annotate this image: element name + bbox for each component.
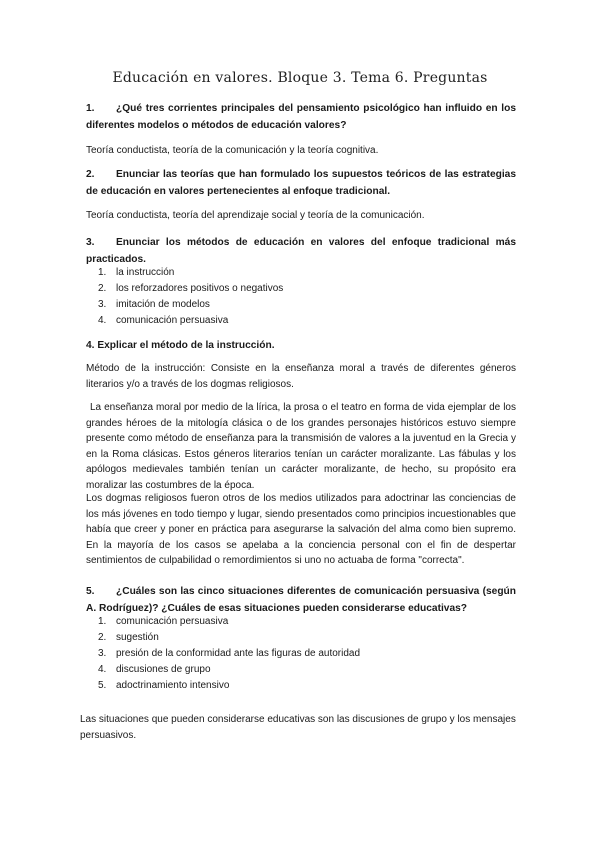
list-item: 3. imitación de modelos (98, 299, 210, 310)
question-5 (86, 583, 516, 617)
question-5-number: 5. (86, 586, 95, 597)
list-item: 2. los reforzadores positivos o negativos (98, 283, 284, 294)
question-3-number: 3. (86, 237, 95, 248)
paragraph-moral-teaching: La enseñanza moral por medio de la lírica, la prosa o el teatro en forma de vida ejemplar de los grandes héroes de la mitología clásica o de los grandes personajes históricos estuvo siempre presente como método de enseñanza para la transmisión de valores a la juventud en la Grecia y en la Roma clásicas. Estos géneros literarios tenían un carácter moralizante. Las fábulas y los apólogos medievales también tenían un carácter moralizante, de hecho, su propósito era moralizar las costumbres de la época. (86, 402, 516, 491)
answer-2: Teoría conductista, teoría del aprendizaje social y teoría de la comunicación. (86, 210, 425, 221)
question-1 (86, 100, 516, 134)
question-1-number: 1. (86, 103, 95, 114)
question-3-text: Enunciar los métodos de educación en valores del enfoque tradicional más practicados. (86, 237, 516, 265)
question-3 (86, 234, 516, 268)
question-2 (86, 166, 516, 200)
document-title: Educación en valores. Bloque 3. Tema 6. Preguntas (112, 70, 488, 86)
answer-1: Teoría conductista, teoría de la comunicación y la teoría cognitiva. (86, 145, 379, 156)
persuasion-list (98, 614, 360, 694)
question-4: 4. Explicar el método de la instrucción. (86, 340, 275, 351)
answer-5: Las situaciones que pueden considerarse educativas son las discusiones de grupo y los mensajes persuasivos. (80, 714, 516, 741)
list-item: 1. la instrucción (98, 267, 175, 278)
list-item: 2. sugestión (98, 632, 159, 643)
list-item: 5. adoctrinamiento intensivo (98, 680, 230, 691)
question-1-text: ¿Qué tres corrientes principales del pensamiento psicológico han influido en los diferentes modelos o métodos de educación valores? (86, 103, 516, 131)
paragraph-religious-dogmas: Los dogmas religiosos fueron otros de los medios utilizados para adoctrinar las conciencias de los más jóvenes en todo tiempo y lugar, siendo presentados como principios incuestionables que había que creer y poner en práctica para asegurarse la salvación del alma como bien supremo. En la mayoría de los casos se apelaba a la conciencia personal con el fin de despertar sentimientos de culpabilidad o remordimientos si uno no actuaba de forma "correcta". (86, 493, 516, 566)
list-item: 1. comunicación persuasiva (98, 616, 229, 627)
paragraph-instruction-method: Método de la instrucción: Consiste en la enseñanza moral a través de diferentes géneros literarios y/o a través de los dogmas religiosos. (86, 363, 516, 390)
question-5-text: ¿Cuáles son las cinco situaciones diferentes de comunicación persuasiva (según A. Rodríguez)? ¿Cuáles de esas situaciones pueden considerarse educativas? (86, 586, 516, 614)
question-2-text: Enunciar las teorías que han formulado los supuestos teóricos de las estrategias de educación en valores pertenecientes al enfoque tradicional. (86, 169, 516, 197)
list-item: 4. discusiones de grupo (98, 664, 211, 675)
methods-list (98, 265, 283, 329)
list-item: 3. presión de la conformidad ante las figuras de autoridad (98, 648, 361, 659)
question-2-number: 2. (86, 169, 95, 180)
list-item: 4. comunicación persuasiva (98, 315, 229, 326)
